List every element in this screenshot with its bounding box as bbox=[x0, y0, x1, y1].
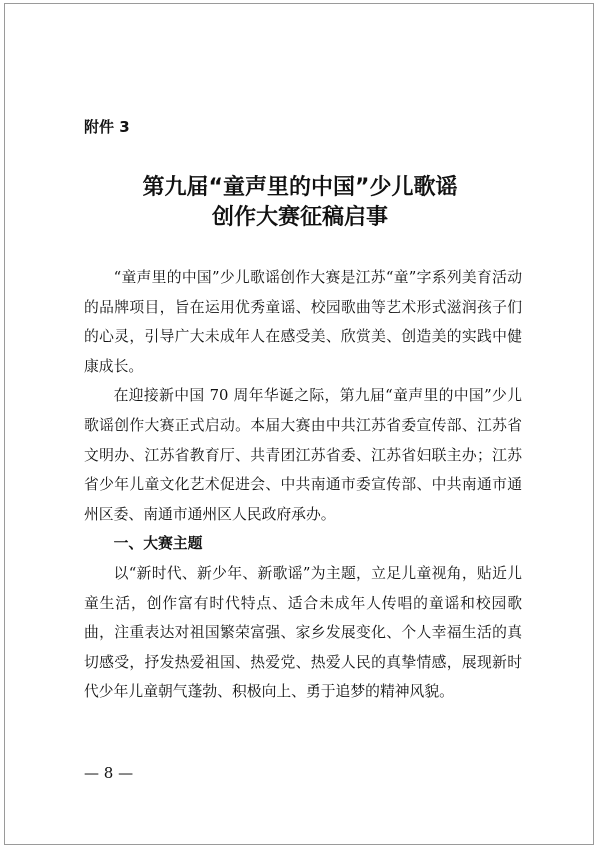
organizer-paragraph: 在迎接新中国 70 周年华诞之际，第九届“童声里的中国”少儿歌谣创作大赛正式启动。本届大赛由中共江苏省委宣传部、江苏省文明办、江苏省教育厅、共青团江苏省委、江苏省妇联主办；江苏省少年儿童文化艺术促进会、中共南通市委宣传部、中共南通市通州区委、南通市通州区人民政府承办。 bbox=[84, 387, 522, 523]
document-body bbox=[84, 263, 522, 707]
section-heading-theme: 一、大赛主题 bbox=[113, 535, 203, 553]
document-title-line2: 创作大赛征稿启事 bbox=[211, 205, 388, 230]
attachment-label: 附件 3 bbox=[84, 118, 130, 136]
intro-paragraph: “童声里的中国”少儿歌谣创作大赛是江苏“童”字系列美育活动的品牌项目，旨在运用优秀童谣、校园歌曲等艺术形式滋润孩子们的心灵，引导广大未成年人在感受美、欣赏美、创造美的实践中健康成长。 bbox=[84, 269, 522, 375]
document-title-line1: 第九届“童声里的中国”少儿歌谣 bbox=[142, 175, 458, 200]
theme-paragraph: 以“新时代、新少年、新歌谣”为主题，立足儿童视角，贴近儿童生活，创作富有时代特点、适合未成年人传唱的童谣和校园歌曲，注重表达对祖国繁荣富强、家乡发展变化、个人幸福生活的真切感受，抒发热爱祖国、热爱党、热爱人民的真挚情感，展现新时代少年儿童朝气蓬勃、积极向上、勇于追梦的精神风貌。 bbox=[84, 564, 522, 701]
page-number: — 8 — bbox=[84, 764, 134, 782]
